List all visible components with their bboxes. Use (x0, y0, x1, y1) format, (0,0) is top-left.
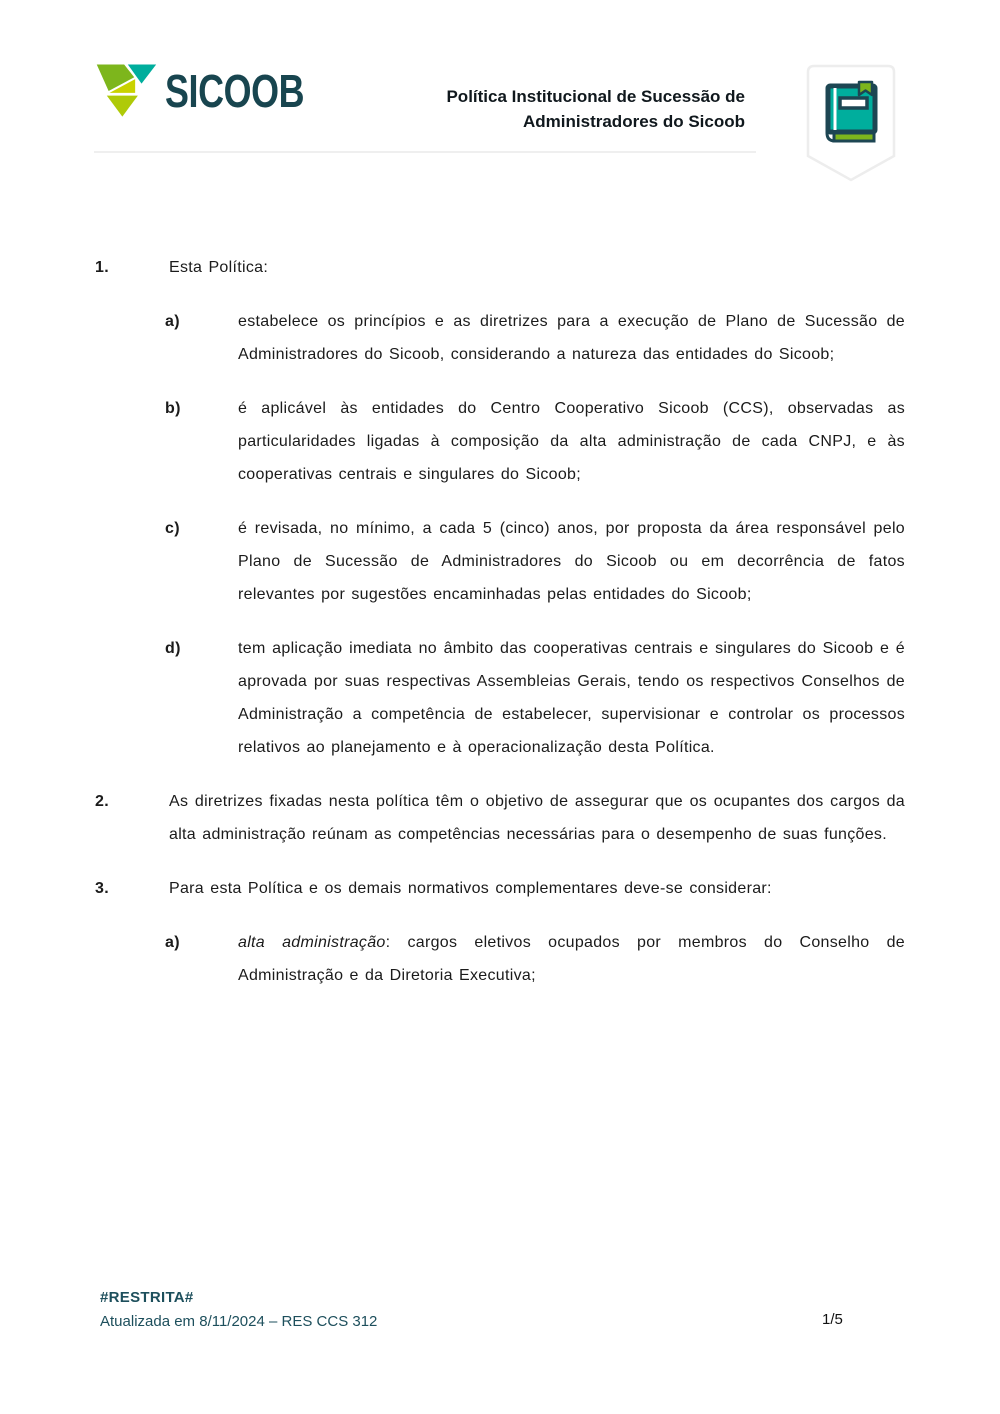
logo-wordmark: SICOOB (165, 65, 305, 117)
page-number: 1/5 (822, 1311, 843, 1328)
document-title (446, 84, 745, 134)
subitem-letter: a) (165, 934, 180, 951)
item-number: 1. (95, 259, 109, 276)
subitem-letter: a) (165, 313, 180, 330)
numbered-item-1 (95, 251, 905, 284)
page-footer (100, 1286, 377, 1334)
sicoob-logo (94, 62, 343, 120)
item-text: As diretrizes fixadas nesta política têm o objetivo de assegurar que os ocupantes dos cargos da alta administração reúnam as competências necessárias para o desempenho de suas funções. (169, 793, 905, 843)
item-text: Para esta Política e os demais normativos complementares deve-se considerar: (169, 880, 772, 897)
footer-updated-text: Atualizada em 8/11/2024 – RES CCS 312 (100, 1313, 378, 1330)
definition-text: : cargos eletivos ocupados por membros do Conselho de Administração e da Diretoria Executiva; (238, 934, 906, 984)
subitem-text (238, 926, 905, 992)
document-title-line1: Política Institucional de Sucessão de (446, 87, 745, 106)
subitem-1c (165, 512, 905, 611)
numbered-item-3 (95, 872, 905, 905)
subitem-text: estabelece os princípios e as diretrizes para a execução de Plano de Sucessão de Administradores do Sicoob, considerando a natureza das entidades do Sicoob; (238, 313, 905, 363)
classification-label: #RESTRITA# (100, 1289, 194, 1306)
subitem-1d (165, 632, 905, 764)
subitem-letter: d) (165, 640, 181, 657)
subitem-text: é revisada, no mínimo, a cada 5 (cinco) anos, por proposta da área responsável pelo Plano de Sucessão de Administradores do Sicoob ou em decorrência de fatos relevantes por sugestões encaminhadas pelas entidades do Sicoob; (238, 520, 905, 603)
sicoob-logo-mark-icon (94, 62, 158, 120)
subitem-3a (165, 926, 905, 992)
book-icon (827, 82, 875, 141)
item-number: 2. (95, 793, 109, 810)
subitem-letter: b) (165, 400, 181, 417)
subitem-1b (165, 392, 905, 491)
subitem-text: tem aplicação imediata no âmbito das cooperativas centrais e singulares do Sicoob e é aprovada por suas respectivas Assembleias Gerais, tendo os respectivos Conselhos de Administração a competência de estabelecer, supervisionar e controlar os processos relativos ao planejamento e à operacionalização desta Política. (238, 640, 905, 756)
defined-term: alta administração (238, 934, 386, 951)
subitem-letter: c) (165, 520, 180, 537)
numbered-item-2 (95, 785, 905, 851)
policy-body (95, 251, 905, 1013)
header-divider (94, 151, 756, 153)
document-title-line2: Administradores do Sicoob (523, 112, 745, 131)
subitem-1a (165, 305, 905, 371)
item-text: Esta Política: (169, 259, 269, 276)
subitem-text: é aplicável às entidades do Centro Cooperativo Sicoob (CCS), observadas as particularidades ligadas à composição da alta administração de cada CNPJ, e às cooperativas centrais e singulares do Sicoob; (238, 400, 905, 483)
policy-badge (799, 64, 903, 186)
item-number: 3. (95, 880, 109, 897)
